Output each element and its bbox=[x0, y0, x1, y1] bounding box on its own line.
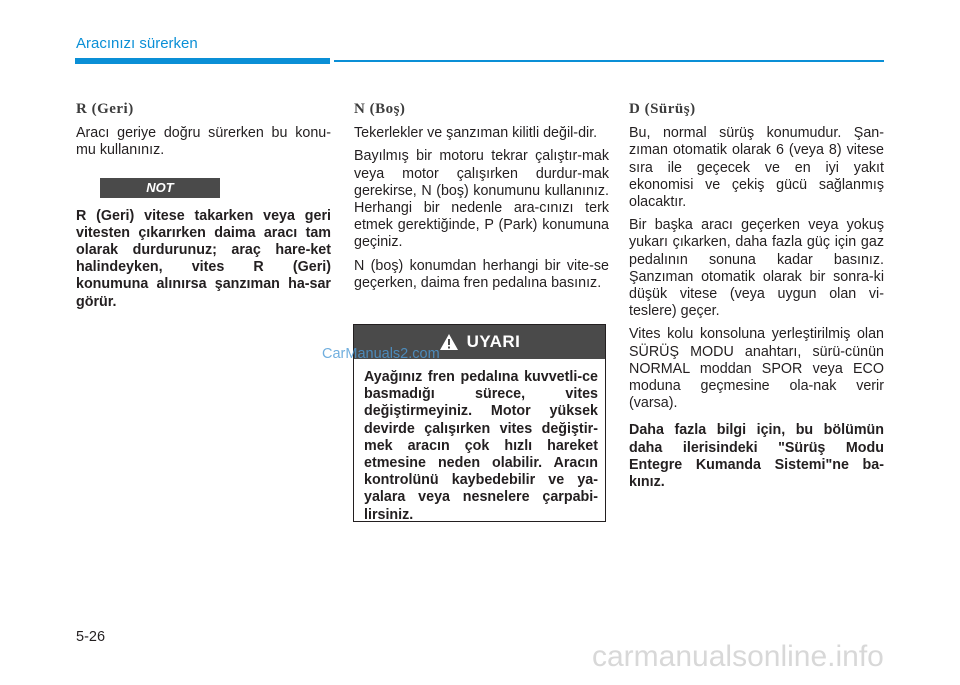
heading-neutral: N (Boş) bbox=[354, 101, 406, 117]
warning-text: Ayağınız fren pedalına kuvvetli-ce basmadığı sürece, vites değiştirmeyiniz. Motor yüksek devirde çalışırken vites değiştir-mek aracın çok hızlı hareket etmesine neden olabilir. Aracın kontrolünü kaybedebilir ve ya-yalara veya nesnelere çarpabi-lirsiniz. bbox=[364, 369, 598, 523]
paragraph-neutral-1: Tekerlekler ve şanzıman kilitli değil-dir. bbox=[354, 125, 598, 142]
column-neutral bbox=[354, 101, 609, 298]
paragraph-neutral-3: N (boş) konumdan herhangi bir vite-se geçerken, daima fren pedalına basınız. bbox=[354, 257, 609, 291]
note-text: R (Geri) vitese takarken veya geri vitesten çıkarırken daima aracı tam olarak durdurunuz; araç hare-ket halindeyken, vites R (Geri) konumuna alınırsa şanzıman ha-sar görür. bbox=[76, 207, 331, 310]
paragraph-drive-4: Daha fazla bilgi için, bu bölümün daha ilerisindeki "Sürüş Modu Entegre Kumanda Sistemi"ne ba-kınız. bbox=[629, 422, 884, 491]
paragraph-drive-2: Bir başka aracı geçerken veya yokuş yukarı çıkarken, daha fazla güç için gaz pedalının sonuna kadar basınız. Şanzıman otomatik olarak bir sonra-ki düşük vitese (veya uygun olan vi-teslere) geçer. bbox=[629, 217, 884, 320]
heading-reverse: R (Geri) bbox=[76, 101, 134, 117]
header-rule-accent bbox=[75, 58, 330, 64]
column-reverse bbox=[76, 101, 331, 317]
paragraph-reverse: Aracı geriye doğru sürerken bu konu-mu kullanınız. bbox=[76, 125, 331, 159]
paragraph-neutral-2: Bayılmış bir motoru tekrar çalıştır-mak veya motor çalışırken durdur-mak gerekirse, N (boş) konumunu kullanınız. Herhangi bir nedenle ara-cınızı terk etmek gerektiğinde, P (Park) konumuna geçiniz. bbox=[354, 148, 609, 251]
footer-site-watermark: carmanualsonline.info bbox=[592, 640, 884, 673]
paragraph-drive-3: Vites kolu konsoluna yerleştirilmiş olan SÜRÜŞ MODU anahtarı, sürü-cünün NORMAL moddan SPOR veya ECO moduna geçmesine ola-nak verir (varsa). bbox=[629, 326, 884, 412]
page-number: 5-26 bbox=[76, 629, 106, 645]
watermark: CarManuals2.com bbox=[322, 346, 440, 362]
header-rule bbox=[334, 60, 884, 62]
warning-triangle-icon bbox=[439, 333, 459, 351]
warning-title: UYARI bbox=[466, 332, 521, 351]
heading-drive: D (Sürüş) bbox=[629, 101, 696, 117]
paragraph-drive-1: Bu, normal sürüş konumudur. Şan-zıman otomatik olarak 6 (veya 8) vitese sıra ile geçecek ve en iyi yakıt ekonomisi ve çekiş gücü sağlanmış olacaktır. bbox=[629, 125, 884, 211]
section-title: Aracınızı sürerken bbox=[76, 35, 198, 52]
note-badge: NOT bbox=[100, 178, 220, 198]
column-drive bbox=[629, 101, 884, 497]
